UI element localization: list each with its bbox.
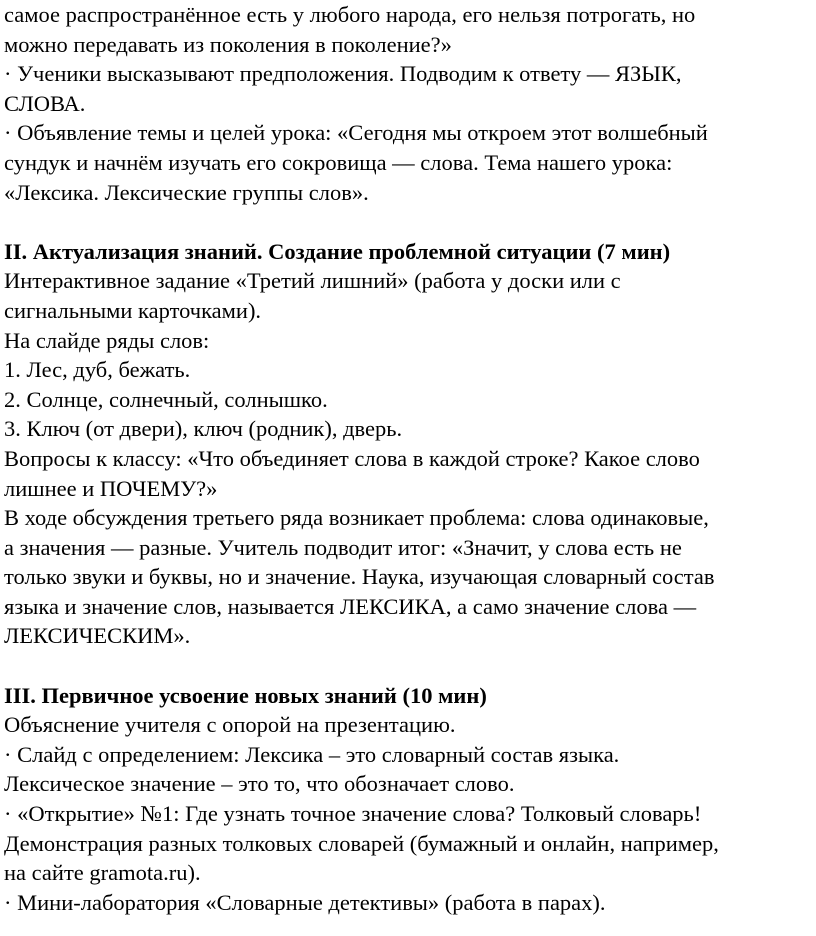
text-line: Интерактивное задание «Третий лишний» (работа у доски или с (4, 268, 621, 294)
text-line: · «Открытие» №1: Где узнать точное значение слова? Толковый словарь! (4, 801, 702, 827)
text-line: только звуки и буквы, но и значение. Наука, изучающая словарный состав (4, 564, 715, 590)
list-item: 2. Солнце, солнечный, солнышко. (4, 386, 328, 412)
text-line: СЛОВА. (4, 90, 86, 116)
text-line: В ходе обсуждения третьего ряда возникает проблема: слова одинаковые, (4, 505, 709, 531)
text-line: на сайте gramota.ru). (4, 860, 201, 886)
section-3 (4, 681, 812, 918)
text-line: а значения — разные. Учитель подводит итог: «Значит, у слова есть не (4, 534, 682, 560)
list-item: 1. Лес, дуб, бежать. (4, 357, 191, 383)
text-line: Вопросы к классу: «Что объединяет слова в каждой строке? Какое слово (4, 445, 700, 471)
text-line: Объяснение учителя с опорой на презентацию. (4, 712, 456, 738)
text-line: языка и значение слов, называется ЛЕКСИКА, а само значение слова — (4, 593, 697, 619)
text-line: ЛЕКСИЧЕСКИМ». (4, 623, 191, 649)
text-line: · Мини-лаборатория «Словарные детективы» (работа в парах). (4, 889, 606, 915)
section-2 (4, 237, 812, 651)
text-line: · Слайд с определением: Лексика – это словарный состав языка. (4, 741, 620, 767)
text-line: · Ученики высказывают предположения. Подводим к ответу — ЯЗЫК, (4, 61, 682, 87)
text-line: Лексическое значение – это то, что обозначает слово. (4, 771, 515, 797)
intro-block (4, 0, 812, 207)
text-line: лишнее и ПОЧЕМУ?» (4, 475, 218, 501)
text-line: сундук и начнём изучать его сокровища — слова. Тема нашего урока: (4, 149, 673, 175)
section-heading: III. Первичное усвоение новых знаний (10 мин) (4, 682, 487, 708)
text-line: Демонстрация разных толковых словарей (бумажный и онлайн, например, (4, 830, 719, 856)
text-line: · Объявление темы и целей урока: «Сегодня мы откроем этот волшебный (4, 120, 708, 146)
list-item: 3. Ключ (от двери), ключ (родник), дверь. (4, 416, 403, 442)
text-line: можно передавать из поколения в поколение?» (4, 31, 452, 57)
paragraph-spacer (4, 651, 812, 681)
section-heading: II. Актуализация знаний. Создание проблемной ситуации (7 мин) (4, 238, 671, 264)
document-page (4, 0, 812, 917)
text-line: сигнальными карточками). (4, 297, 262, 323)
text-line: На слайде ряды слов: (4, 327, 210, 353)
paragraph-spacer (4, 207, 812, 237)
text-line: «Лексика. Лексические группы слов». (4, 179, 369, 205)
text-line: самое распространённое есть у любого народа, его нельзя потрогать, но (4, 2, 696, 27)
